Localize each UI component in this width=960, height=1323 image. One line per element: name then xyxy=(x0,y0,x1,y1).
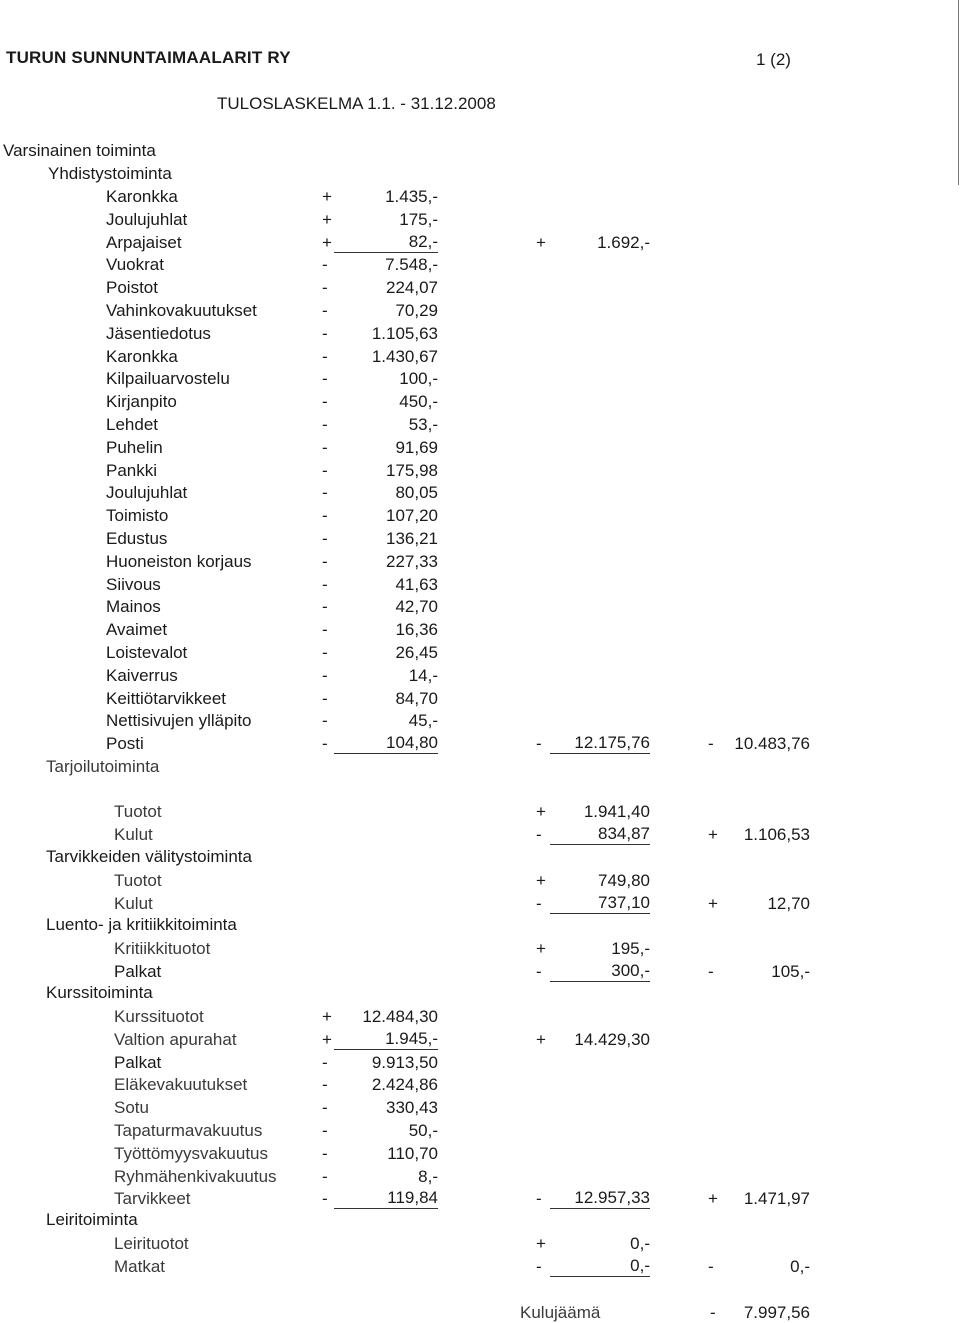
row-value: 10.483,76 xyxy=(734,734,810,754)
row-sign: - xyxy=(322,346,328,366)
row-value: 175,- xyxy=(399,209,438,229)
row-value: 7.548,- xyxy=(385,255,438,275)
table-row xyxy=(0,437,960,459)
row-label: Palkat xyxy=(114,962,162,981)
table-row xyxy=(0,961,960,983)
table-row xyxy=(0,710,960,732)
row-sign: - xyxy=(322,278,328,298)
row-sign: + xyxy=(708,825,718,844)
row-label: Siivous xyxy=(106,574,161,594)
row-sign: + xyxy=(708,1189,718,1209)
row-value: 136,21 xyxy=(386,529,438,548)
table-row xyxy=(0,870,960,892)
row-label: Leirituotot xyxy=(114,1234,189,1253)
row-value: 14,- xyxy=(408,665,438,685)
section-kurssi: Kurssitoiminta xyxy=(46,983,153,1002)
row-value: 70,29 xyxy=(395,301,438,320)
row-value: 100,- xyxy=(399,369,438,389)
row-sign: - xyxy=(322,688,328,708)
row-sign: + xyxy=(322,187,332,206)
section-tarjoilu: Tarjoilutoiminta xyxy=(46,757,160,776)
row-value: 0,- xyxy=(790,1257,810,1276)
margin-line xyxy=(958,0,959,185)
row-label: Mainos xyxy=(106,597,161,617)
row-sign: - xyxy=(322,255,328,275)
row-label: Kaiverrus xyxy=(106,665,178,685)
row-value: 91,69 xyxy=(395,437,438,457)
row-label: Kritiikkituotot xyxy=(114,939,211,958)
row-value: 330,43 xyxy=(386,1098,438,1118)
table-row xyxy=(0,368,960,390)
row-value: 1.105,63 xyxy=(371,323,438,343)
table-row xyxy=(0,688,960,710)
row-value: 80,05 xyxy=(395,483,438,503)
row-value: 119,84 xyxy=(334,1188,438,1209)
row-value: 749,80 xyxy=(598,871,650,890)
section-yhdistys: Yhdistystoiminta xyxy=(48,164,172,183)
table-row xyxy=(0,300,960,322)
row-value: 110,70 xyxy=(387,1143,438,1163)
row-value: 105,- xyxy=(771,962,810,981)
row-sign: - xyxy=(322,1098,328,1118)
row-value: 12.957,33 xyxy=(550,1188,650,1209)
table-row xyxy=(0,1256,960,1278)
document-title: TULOSLASKELMA 1.1. - 31.12.2008 xyxy=(217,94,496,113)
row-label: Avaimet xyxy=(106,620,168,640)
row-value: 175,98 xyxy=(386,460,438,480)
table-row xyxy=(0,505,960,527)
row-value: 12,70 xyxy=(767,894,810,913)
table-row xyxy=(0,801,960,823)
row-label: Työttömyysvakuutus xyxy=(114,1143,269,1163)
footer-sign: - xyxy=(710,1303,716,1322)
row-value: 84,70 xyxy=(395,688,438,708)
row-label: Kurssituotot xyxy=(114,1007,204,1026)
row-value: 1.941,40 xyxy=(583,802,650,821)
table-row xyxy=(0,596,960,618)
row-value: 0,- xyxy=(550,1256,650,1277)
row-sign: - xyxy=(322,734,328,754)
table-row xyxy=(0,733,960,755)
row-value: 1.692,- xyxy=(597,232,650,252)
row-label: Edustus xyxy=(106,529,168,548)
row-value: 41,63 xyxy=(395,574,438,594)
table-row xyxy=(0,1233,960,1255)
row-value: 1.435,- xyxy=(385,187,438,206)
row-value: 227,33 xyxy=(386,551,438,571)
row-value: 26,45 xyxy=(395,643,438,662)
row-sign: - xyxy=(322,1166,328,1186)
row-label: Tapaturmavakuutus xyxy=(114,1121,263,1140)
row-sign: + xyxy=(536,802,546,821)
row-label: Huoneiston korjaus xyxy=(106,551,252,571)
row-value: 224,07 xyxy=(386,278,438,298)
row-value: 1.471,97 xyxy=(743,1189,810,1209)
row-sign: - xyxy=(536,1257,542,1276)
table-row xyxy=(0,1120,960,1142)
row-sign: - xyxy=(322,369,328,389)
row-sign: - xyxy=(322,551,328,571)
row-label: Joulujuhlat xyxy=(106,209,188,229)
row-label: Puhelin xyxy=(106,437,163,457)
row-value: 737,10 xyxy=(550,893,650,914)
row-value: 107,20 xyxy=(386,506,438,526)
table-row xyxy=(0,619,960,641)
row-label: Pankki xyxy=(106,460,158,480)
row-sign: - xyxy=(322,620,328,640)
row-sign: - xyxy=(322,711,328,731)
row-sign: + xyxy=(536,1234,546,1253)
row-value: 1.945,- xyxy=(334,1029,438,1050)
organization-name: TURUN SUNNUNTAIMAALARIT RY xyxy=(6,48,291,67)
row-value: 2.424,86 xyxy=(371,1075,438,1095)
row-sign: - xyxy=(322,1189,328,1209)
row-sign: - xyxy=(536,734,542,754)
row-sign: + xyxy=(536,232,546,252)
row-value: 300,- xyxy=(550,961,650,982)
section-luento: Luento- ja kritiikkitoiminta xyxy=(46,915,237,934)
row-label: Karonkka xyxy=(106,346,178,366)
row-sign: - xyxy=(322,529,328,548)
row-label: Karonkka xyxy=(106,187,178,206)
row-label: Kirjanpito xyxy=(106,392,177,412)
row-value: 1.106,53 xyxy=(743,825,810,844)
row-sign: + xyxy=(322,209,332,229)
table-row xyxy=(0,232,960,254)
row-sign: - xyxy=(322,1121,328,1140)
row-label: Valtion apurahat xyxy=(114,1029,237,1049)
row-sign: + xyxy=(322,232,332,252)
table-row xyxy=(0,414,960,436)
row-label: Jäsentiedotus xyxy=(106,323,211,343)
table-row xyxy=(0,574,960,596)
row-label: Vuokrat xyxy=(106,255,164,275)
row-sign: - xyxy=(322,643,328,662)
row-label: Lehdet xyxy=(106,415,158,434)
row-sign: - xyxy=(708,962,714,981)
row-value: 82,- xyxy=(334,232,438,253)
row-label: Posti xyxy=(106,734,144,754)
table-row xyxy=(0,186,960,208)
row-sign: + xyxy=(536,871,546,890)
table-row xyxy=(0,528,960,550)
row-sign: - xyxy=(322,574,328,594)
row-sign: - xyxy=(322,483,328,503)
row-label: Ryhmähenkivakuutus xyxy=(114,1166,277,1186)
row-sign: - xyxy=(322,1075,328,1095)
section-tarvikkeiden: Tarvikkeiden välitystoiminta xyxy=(46,847,252,866)
section-leiri: Leiritoiminta xyxy=(46,1210,138,1229)
row-label: Tarvikkeet xyxy=(114,1189,191,1209)
row-sign: - xyxy=(322,415,328,434)
row-value: 1.430,67 xyxy=(371,346,438,366)
row-sign: - xyxy=(536,825,542,844)
table-row xyxy=(0,1029,960,1051)
row-sign: - xyxy=(322,437,328,457)
row-value: 16,36 xyxy=(395,620,438,640)
row-sign: - xyxy=(322,1052,328,1072)
table-row xyxy=(0,1052,960,1074)
table-row xyxy=(0,1006,960,1028)
row-value: 12.484,30 xyxy=(362,1007,438,1026)
table-row xyxy=(0,460,960,482)
table-row xyxy=(0,1166,960,1188)
row-label: Poistot xyxy=(106,278,158,298)
table-row xyxy=(0,254,960,276)
row-sign: - xyxy=(536,894,542,913)
table-row xyxy=(0,824,960,846)
row-sign: - xyxy=(536,962,542,981)
table-row xyxy=(0,893,960,915)
row-label: Kulut xyxy=(114,894,153,913)
table-row xyxy=(0,1074,960,1096)
row-sign: - xyxy=(708,1257,714,1276)
row-label: Joulujuhlat xyxy=(106,483,188,503)
row-label: Palkat xyxy=(114,1052,162,1072)
row-value: 12.175,76 xyxy=(550,733,650,754)
row-sign: - xyxy=(322,323,328,343)
row-sign: + xyxy=(708,894,718,913)
row-label: Tuotot xyxy=(114,802,162,821)
page-number: 1 (2) xyxy=(756,50,791,69)
row-value: 104,80 xyxy=(334,733,438,754)
footer-label: Kulujäämä xyxy=(520,1303,601,1322)
row-value: 8,- xyxy=(418,1166,438,1186)
row-label: Sotu xyxy=(114,1098,149,1118)
row-label: Arpajaiset xyxy=(106,232,182,252)
table-row xyxy=(0,642,960,664)
row-label: Eläkevakuutukset xyxy=(114,1075,248,1095)
section-varsinainen: Varsinainen toiminta xyxy=(3,141,156,160)
table-row xyxy=(0,346,960,368)
table-row xyxy=(0,209,960,231)
table-row xyxy=(0,277,960,299)
table-row xyxy=(0,1097,960,1119)
table-row xyxy=(0,1143,960,1165)
row-value: 53,- xyxy=(408,415,438,434)
row-label: Loistevalot xyxy=(106,643,188,662)
row-sign: + xyxy=(322,1029,332,1049)
table-row xyxy=(0,391,960,413)
row-label: Nettisivujen ylläpito xyxy=(106,711,252,731)
row-value: 450,- xyxy=(399,392,438,412)
footer-value: 7.997,56 xyxy=(743,1303,810,1322)
row-label: Kulut xyxy=(114,825,153,844)
row-sign: - xyxy=(322,506,328,526)
table-row xyxy=(0,1188,960,1210)
row-value: 834,87 xyxy=(550,824,650,845)
row-value: 195,- xyxy=(611,939,650,958)
row-label: Kilpailuarvostelu xyxy=(106,369,230,389)
table-row xyxy=(0,551,960,573)
table-row xyxy=(0,938,960,960)
row-sign: - xyxy=(322,301,328,320)
row-sign: + xyxy=(536,939,546,958)
row-sign: - xyxy=(322,597,328,617)
row-value: 45,- xyxy=(408,711,438,731)
row-value: 14.429,30 xyxy=(574,1029,650,1049)
table-row xyxy=(0,665,960,687)
row-value: 9.913,50 xyxy=(371,1052,438,1072)
row-sign: - xyxy=(322,392,328,412)
row-sign: + xyxy=(536,1029,546,1049)
table-row xyxy=(0,482,960,504)
row-sign: - xyxy=(322,665,328,685)
row-label: Toimisto xyxy=(106,506,169,526)
row-sign: - xyxy=(322,460,328,480)
row-value: 0,- xyxy=(630,1234,650,1253)
row-label: Vahinkovakuutukset xyxy=(106,301,257,320)
row-label: Tuotot xyxy=(114,871,162,890)
row-label: Matkat xyxy=(114,1257,166,1276)
row-sign: - xyxy=(322,1143,328,1163)
table-row xyxy=(0,323,960,345)
row-sign: - xyxy=(708,734,714,754)
row-value: 50,- xyxy=(408,1121,438,1140)
row-value: 42,70 xyxy=(395,597,438,617)
row-sign: - xyxy=(536,1189,542,1209)
row-sign: + xyxy=(322,1007,332,1026)
row-label: Keittiötarvikkeet xyxy=(106,688,226,708)
